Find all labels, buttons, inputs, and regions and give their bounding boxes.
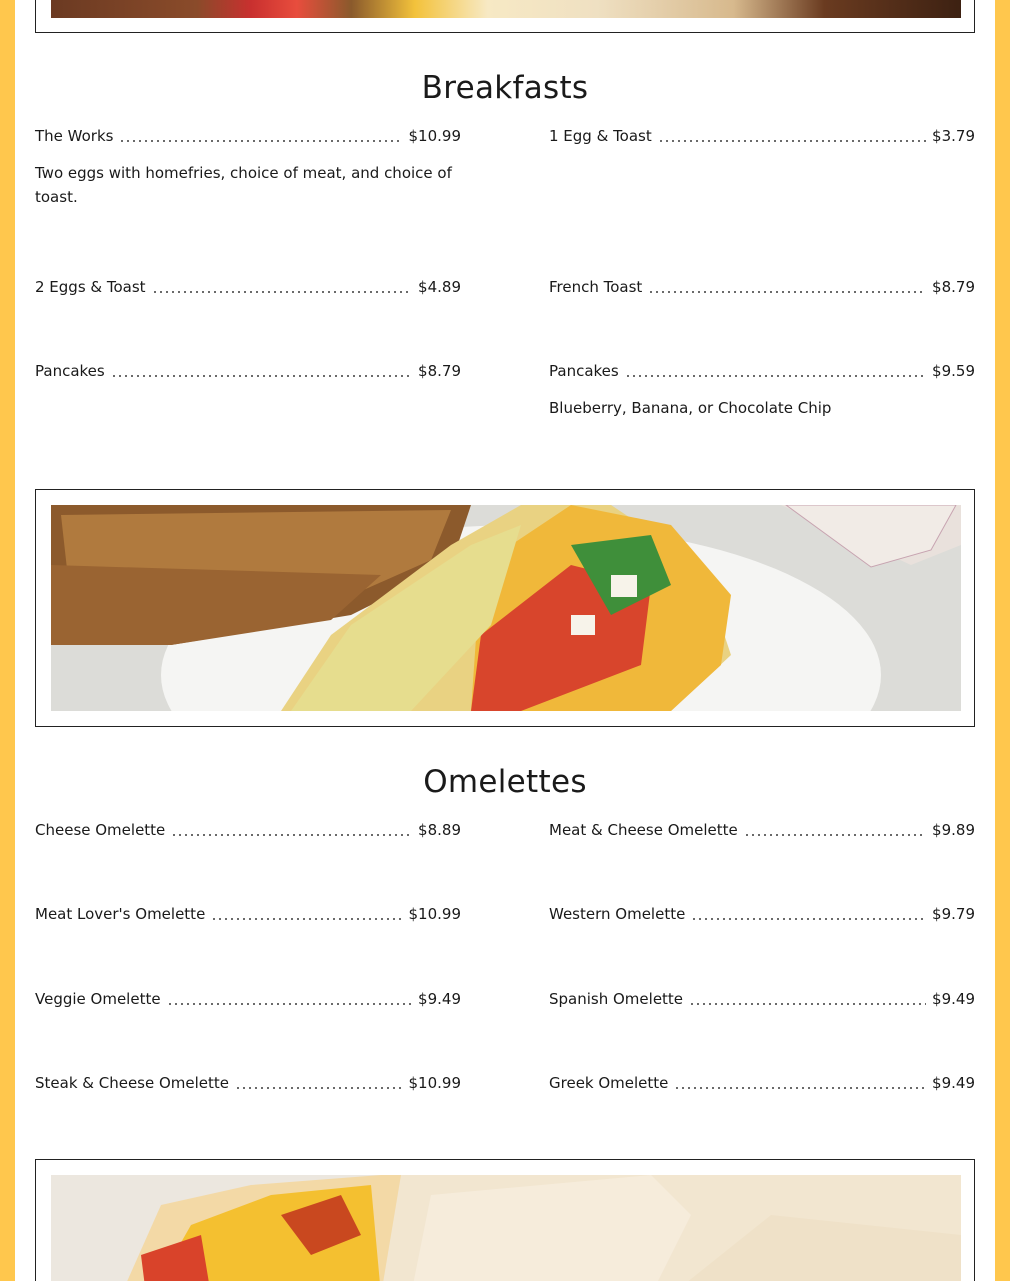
item-price: $9.89 [932,821,975,839]
dot-leader [658,140,926,142]
menu-item [35,990,461,1010]
menu-item [35,905,461,925]
item-description: Two eggs with homefries, choice of meat, and choice of toast. [35,164,452,206]
breakfast-photo [51,0,961,18]
breakfast-wrap-photo [51,1175,961,1281]
item-price: $4.89 [418,278,461,296]
photo-frame-top [35,0,975,33]
item-name: Cheese Omelette [35,821,166,839]
dot-leader [167,1003,412,1005]
menu-item [549,362,975,420]
dot-leader [648,291,926,293]
item-price: $9.59 [932,362,975,380]
item-name: 1 Egg & Toast [549,127,652,145]
menu-item [549,1074,975,1094]
dot-leader [235,1087,402,1089]
item-name: Spanish Omelette [549,990,684,1008]
dot-leader [691,918,926,920]
item-name: 2 Eggs & Toast [35,278,146,296]
item-price: $8.79 [418,362,461,380]
dot-leader [171,834,412,836]
item-description: Blueberry, Banana, or Chocolate Chip [549,399,832,417]
item-price: $10.99 [408,905,461,923]
item-price: $9.49 [418,990,461,1008]
item-price: $10.99 [408,127,461,145]
item-name: Pancakes [35,362,105,380]
omelette-photo [51,505,961,711]
item-name: Greek Omelette [549,1074,669,1092]
item-price: $9.49 [932,990,975,1008]
dot-leader [744,834,926,836]
menu-item [549,127,975,147]
menu-item [35,127,461,209]
dot-leader [111,375,412,377]
menu-item [549,905,975,925]
section-title-breakfasts: Breakfasts [421,70,589,106]
item-name: Meat & Cheese Omelette [549,821,738,839]
omelette-illustration [51,505,961,711]
dot-leader [674,1087,926,1089]
item-name: Pancakes [549,362,619,380]
wrap-illustration [51,1175,961,1281]
item-price: $9.49 [932,1074,975,1092]
item-name: Veggie Omelette [35,990,161,1008]
menu-item [35,278,461,298]
dot-leader [625,375,926,377]
item-name: French Toast [549,278,643,296]
dot-leader [152,291,412,293]
dot-leader [119,140,402,142]
menu-item [35,1074,461,1094]
dot-leader [211,918,402,920]
photo-frame-omelette [35,489,975,727]
item-price: $3.79 [932,127,975,145]
item-name: Western Omelette [549,905,686,923]
item-price: $8.79 [932,278,975,296]
item-price: $10.99 [408,1074,461,1092]
item-price: $9.79 [932,905,975,923]
menu-item [35,821,461,841]
section-title-omelettes: Omelettes [423,764,587,800]
menu-page [15,0,995,1281]
item-price: $8.89 [418,821,461,839]
item-name: The Works [35,127,114,145]
menu-item [35,362,461,382]
menu-item [549,821,975,841]
dot-leader [689,1003,926,1005]
photo-frame-wrap [35,1159,975,1281]
menu-item [549,990,975,1010]
menu-item [549,278,975,298]
item-name: Meat Lover's Omelette [35,905,206,923]
item-name: Steak & Cheese Omelette [35,1074,230,1092]
